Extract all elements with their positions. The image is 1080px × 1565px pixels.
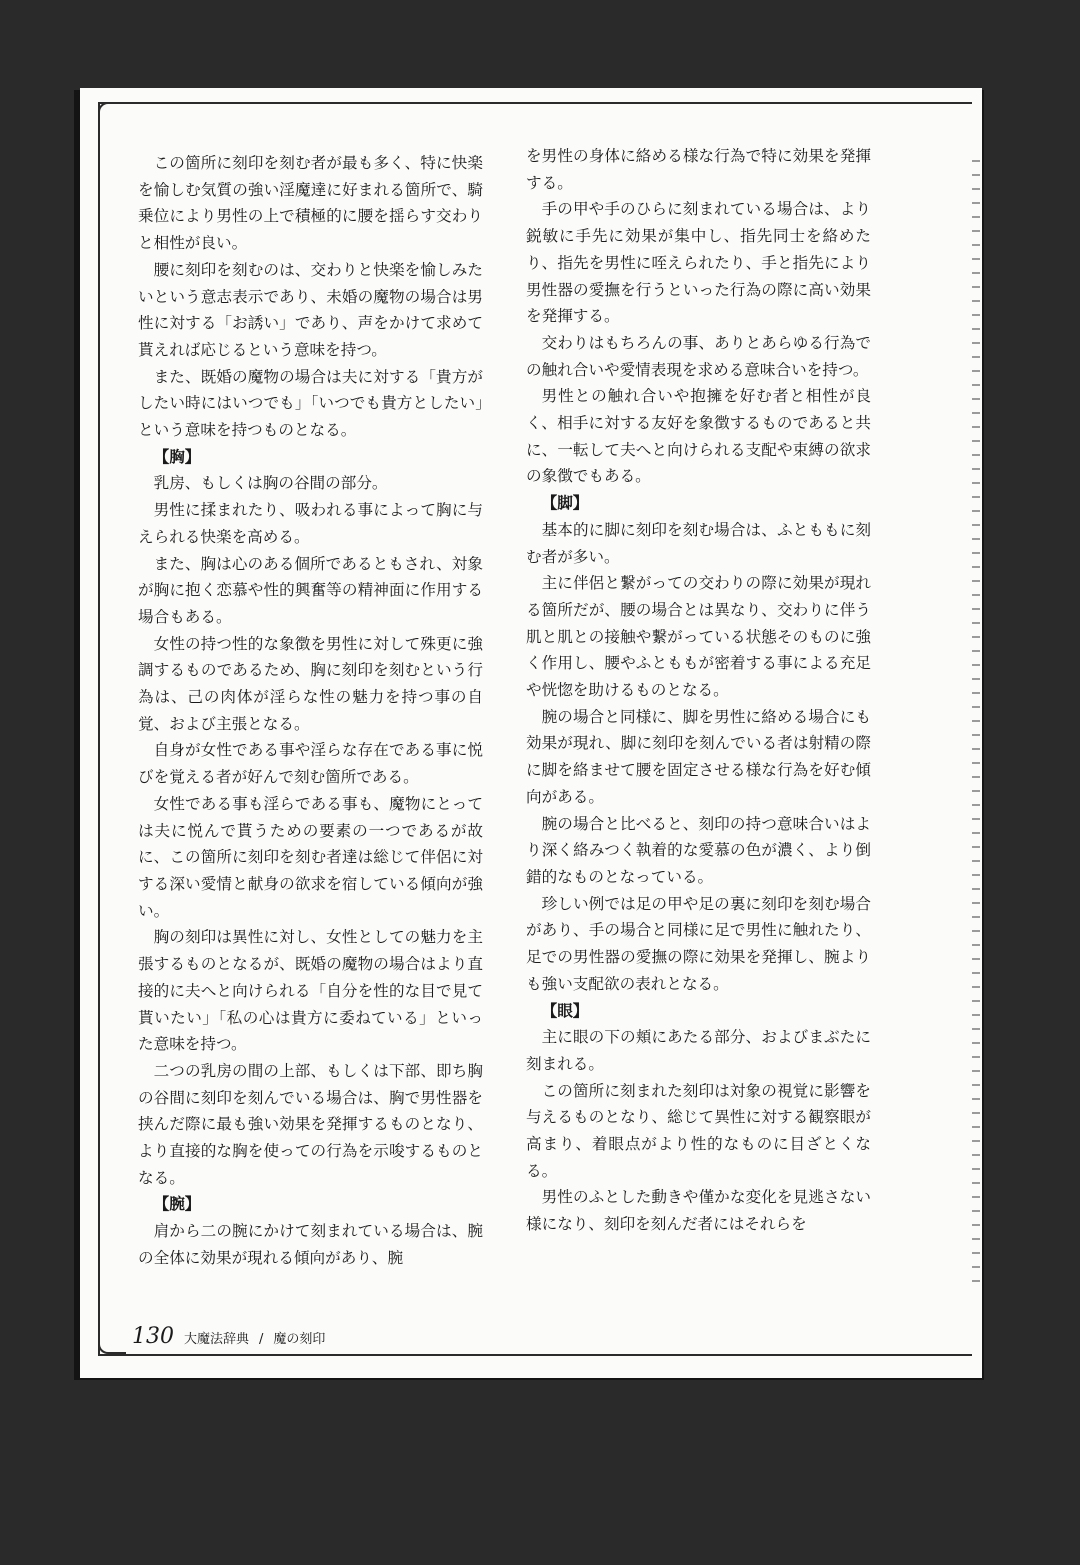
paragraph: この箇所に刻まれた刻印は対象の視覚に影響を与えるものとなり、総じて異性に対する観察眼が高まり、着眼点がより性的なものに目ざとくなる。 [526,1081,871,1180]
paragraph: この箇所に刻印を刻む者が最も多く、特に快楽を愉しむ気質の強い淫魔達に好まれる箇所で、騎乗位により男性の上で積極的に腰を揺らす交わりと相性が良い。 [138,154,483,253]
right-column [526,143,871,1238]
document-page [80,88,982,1378]
footer-separator: / [259,1332,264,1347]
section-heading-arm: 【腕】 [153,1194,201,1214]
paragraph: 腕の場合と比べると、刻印の持つ意味合いはより深く絡みつく執着的な愛慕の色が濃く、より倒錯的なものとなっている。 [526,814,871,886]
paragraph: 男性に揉まれたり、吸われる事によって胸に与えられる快楽を高める。 [138,501,483,546]
page-number: 130 [132,1324,174,1349]
left-column [138,150,483,1272]
binding-edge-marks [972,148,980,1288]
chapter-title: 魔の刻印 [273,1332,326,1347]
paragraph: 男性との触れ合いや抱擁を好む者と相性が良く、相手に対する友好を象徴するものであると共に、一転して夫へと向けられる支配や束縛の欲求の象徴でもある。 [526,387,871,486]
paragraph: 肩から二の腕にかけて刻まれている場合は、腕の全体に効果が現れる傾向があり、腕 [138,1222,483,1267]
paragraph: 主に眼の下の頬にあたる部分、およびまぶたに刻まれる。 [526,1028,871,1073]
page-footer [132,1324,325,1349]
paragraph: 交わりはもちろんの事、ありとあらゆる行為での触れ合いや愛情表現を求める意味合いを持つ。 [526,333,871,379]
paragraph-continued: を男性の身体に絡める様な行為で特に効果を発揮する。 [526,147,871,192]
paragraph: 基本的に脚に刻印を刻む場合は、ふとももに刻む者が多い。 [526,520,871,566]
paragraph: 胸の刻印は異性に対し、女性としての魅力を主張するものとなるが、既婚の魔物の場合はより直接的に夫へと向けられる「自分を性的な目で見て貰いたい」「私の心は貴方に委ねている」といった意味を持つ。 [138,928,483,1054]
book-title: 大魔法辞典 [184,1332,250,1347]
paragraph: また、既婚の魔物の場合は夫に対する「貴方がしたい時にはいつでも」「いつでも貴方としたい」という意味を持つものとなる。 [138,367,483,440]
paragraph: また、胸は心のある個所であるともされ、対象が胸に抱く恋慕や性的興奮等の精神面に作用する場合もある。 [138,554,483,626]
paragraph: 腰に刻印を刻むのは、交わりと快楽を愉しみたいという意志表示であり、未婚の魔物の場合は男性に対する「お誘い」であり、声をかけて求めて貰えれば応じるという意味を持つ。 [138,260,483,359]
paragraph: 主に伴侶と繋がっての交わりの際に効果が現れる箇所だが、腰の場合とは異なり、交わりに伴う肌と肌との接触や繋がっている状態そのものに強く作用し、腰やふとももが密着する事による充足や恍惚を助けるものとなる。 [526,574,871,700]
section-heading-chest: 【胸】 [153,446,201,466]
paragraph: 女性の持つ性的な象徴を男性に対して殊更に強調するものであるため、胸に刻印を刻むという行為は、己の肉体が淫らな性の魅力を持つ事の自覚、および主張となる。 [138,634,483,733]
paragraph: 珍しい例では足の甲や足の裏に刻印を刻む場合があり、手の場合と同様に足で男性に触れたり、足での男性器の愛撫の際に効果を発揮し、腕よりも強い支配欲の表れとなる。 [526,894,871,993]
paragraph: 男性のふとした動きや僅かな変化を見逃さない様になり、刻印を刻んだ者にはそれらを [526,1188,871,1234]
section-heading-leg: 【脚】 [541,493,589,513]
paragraph: 手の甲や手のひらに刻まれている場合は、より鋭敏に手先に効果が集中し、指先同士を絡めたり、指先を男性に咥えられたり、手と指先により男性器の愛撫を行うといった行為の際に高い効果を発揮する。 [526,200,871,326]
paragraph: 腕の場合と同様に、脚を男性に絡める場合にも効果が現れ、脚に刻印を刻んでいる者は射精の際に脚を絡ませて腰を固定させる様な行為を好む傾向がある。 [526,707,871,806]
corner-ornament-top-left [98,102,126,130]
paragraph: 女性である事も淫らである事も、魔物にとっては夫に悦んで貰うための要素の一つであるが故に、この箇所に刻印を刻む者達は総じて伴侶に対する深い愛情と献身の欲求を宿している傾向が強い。 [138,794,483,920]
section-heading-eye: 【眼】 [541,1000,589,1020]
corner-ornament-bottom-left [98,1326,126,1354]
paragraph: 二つの乳房の間の上部、もしくは下部、即ち胸の谷間に刻印を刻んでいる場合は、胸で男性器を挟んだ際に最も強い効果を発揮するものとなり、より直接的な胸を使っての行為を示唆するものとなる。 [138,1061,483,1187]
paragraph: 自身が女性である事や淫らな存在である事に悦びを覚える者が好んで刻む箇所である。 [138,741,483,787]
paragraph: 乳房、もしくは胸の谷間の部分。 [153,474,388,493]
